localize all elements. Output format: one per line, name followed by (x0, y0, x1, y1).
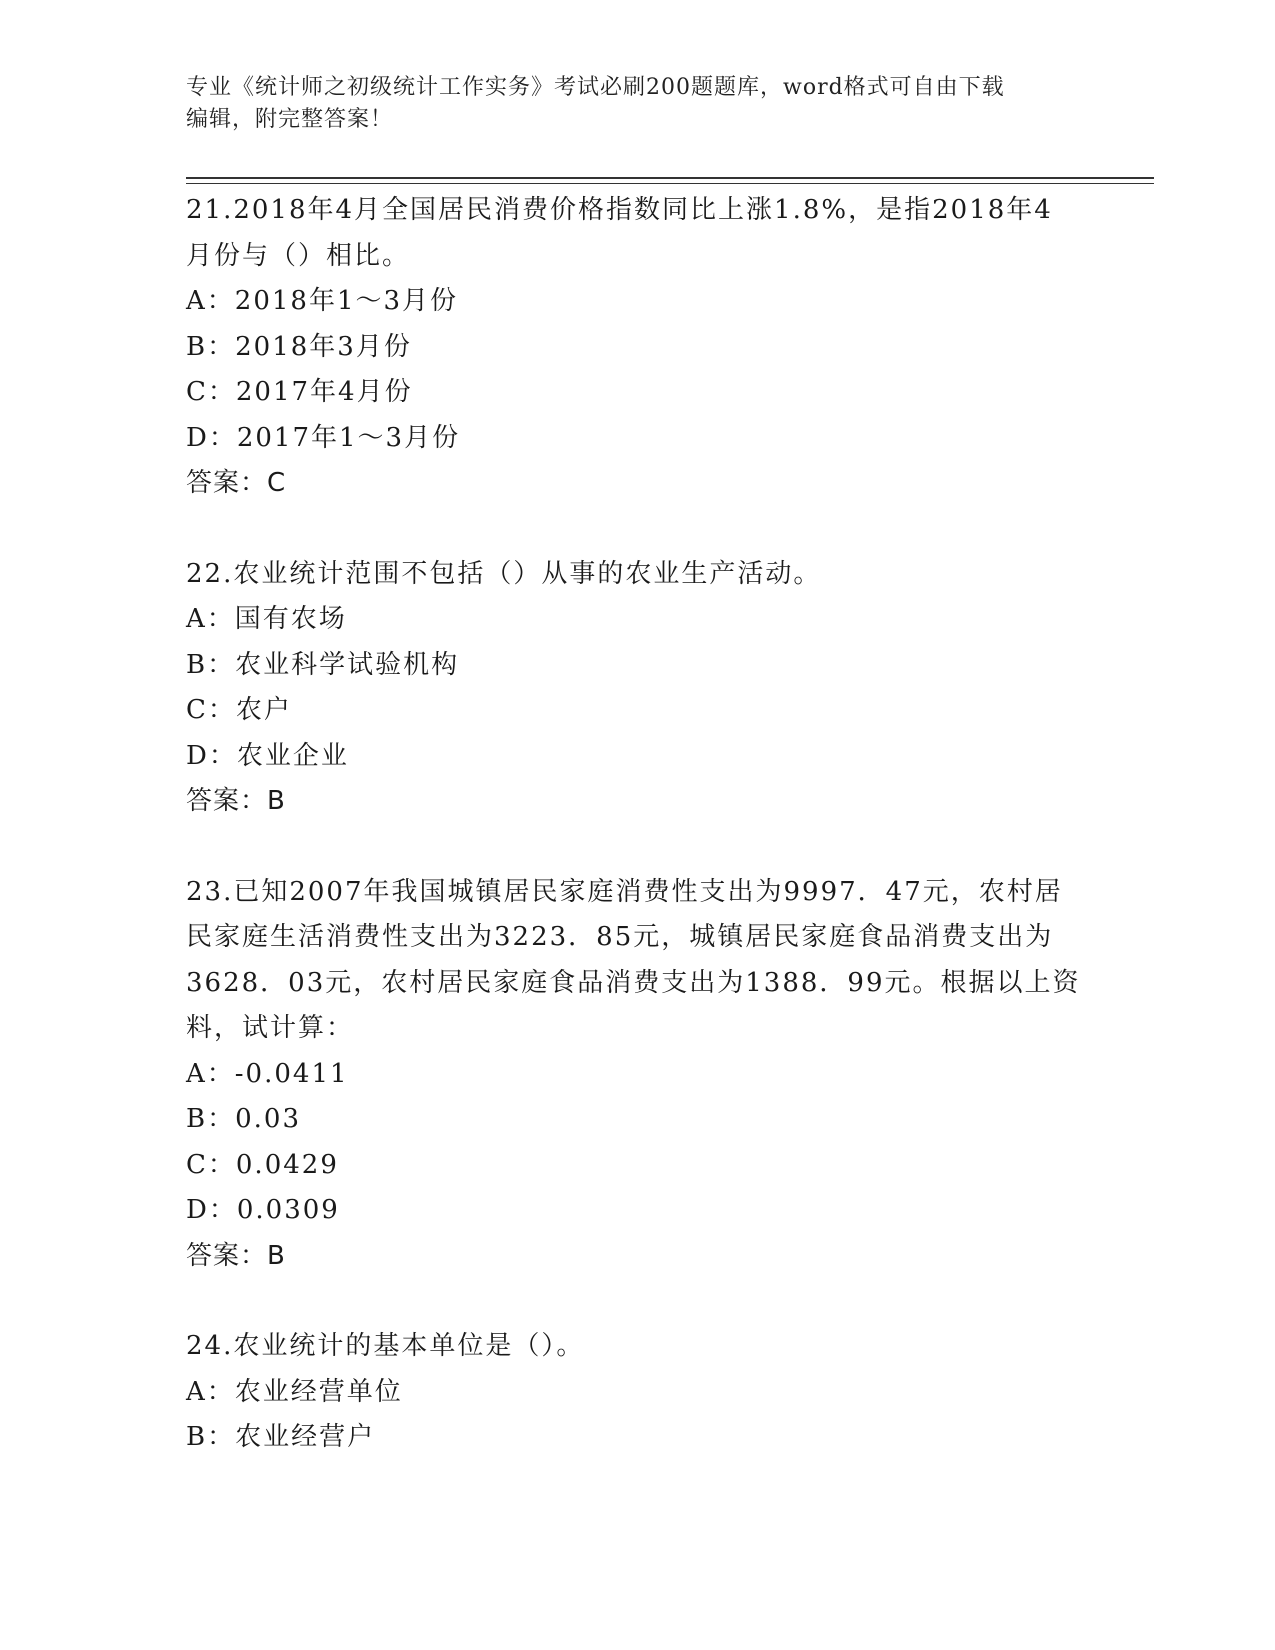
header-divider-thick (186, 177, 1154, 179)
option-b: B：0.03 (186, 1104, 301, 1134)
option-b: B：2018年3月份 (186, 331, 412, 362)
header-line-2: 编辑，附完整答案！ (186, 107, 394, 132)
answer-line: 答案：B (186, 1240, 286, 1271)
option-c: C：0.0429 (186, 1149, 339, 1180)
question-22 (186, 552, 1086, 825)
question-24 (186, 1324, 1086, 1461)
question-21 (186, 188, 1086, 507)
header-line-1: 专业《统计师之初级统计工作实务》考试必刷200题题库，word格式可自由下载 (186, 75, 1005, 100)
question-stem-line: 3628．03元，农村居民家庭食品消费支出为1388．99元。根据以上资 (186, 967, 1081, 998)
question-stem-line: 23.已知2007年我国城镇居民家庭消费性支出为9997．47元，农村居 (186, 876, 1063, 907)
option-b: B：农业经营户 (186, 1422, 376, 1452)
option-c: C：农户 (186, 695, 292, 725)
question-list (186, 188, 1086, 1461)
question-stem-line: 21.2018年4月全国居民消费价格指数同比上涨1.8%，是指2018年4 (186, 195, 1053, 225)
question-stem-line: 料，试计算： (186, 1013, 355, 1043)
option-a: A：-0.0411 (186, 1058, 349, 1089)
option-b: B：农业科学试验机构 (186, 649, 460, 680)
header-divider-thin (186, 183, 1154, 184)
question-stem-line: 22.农业统计范围不包括（）从事的农业生产活动。 (186, 558, 822, 589)
question-23 (186, 870, 1086, 1280)
document-header (186, 72, 1066, 136)
option-d: D：农业企业 (186, 740, 349, 771)
option-d: D：0.0309 (186, 1195, 340, 1225)
option-d: D：2017年1～3月份 (186, 422, 461, 453)
answer-line: 答案：B (186, 786, 286, 816)
question-stem-line: 民家庭生活消费性支出为3223．85元，城镇居民家庭食品消费支出为 (186, 922, 1054, 952)
question-stem-line: 24.农业统计的基本单位是（）。 (186, 1331, 585, 1361)
option-a: A：2018年1～3月份 (186, 286, 459, 316)
option-a: A：国有农场 (186, 604, 347, 634)
option-c: C：2017年4月份 (186, 377, 413, 407)
option-a: A：农业经营单位 (186, 1376, 403, 1407)
question-stem-line: 月份与（）相比。 (186, 240, 411, 271)
answer-line: 答案：C (186, 468, 287, 498)
